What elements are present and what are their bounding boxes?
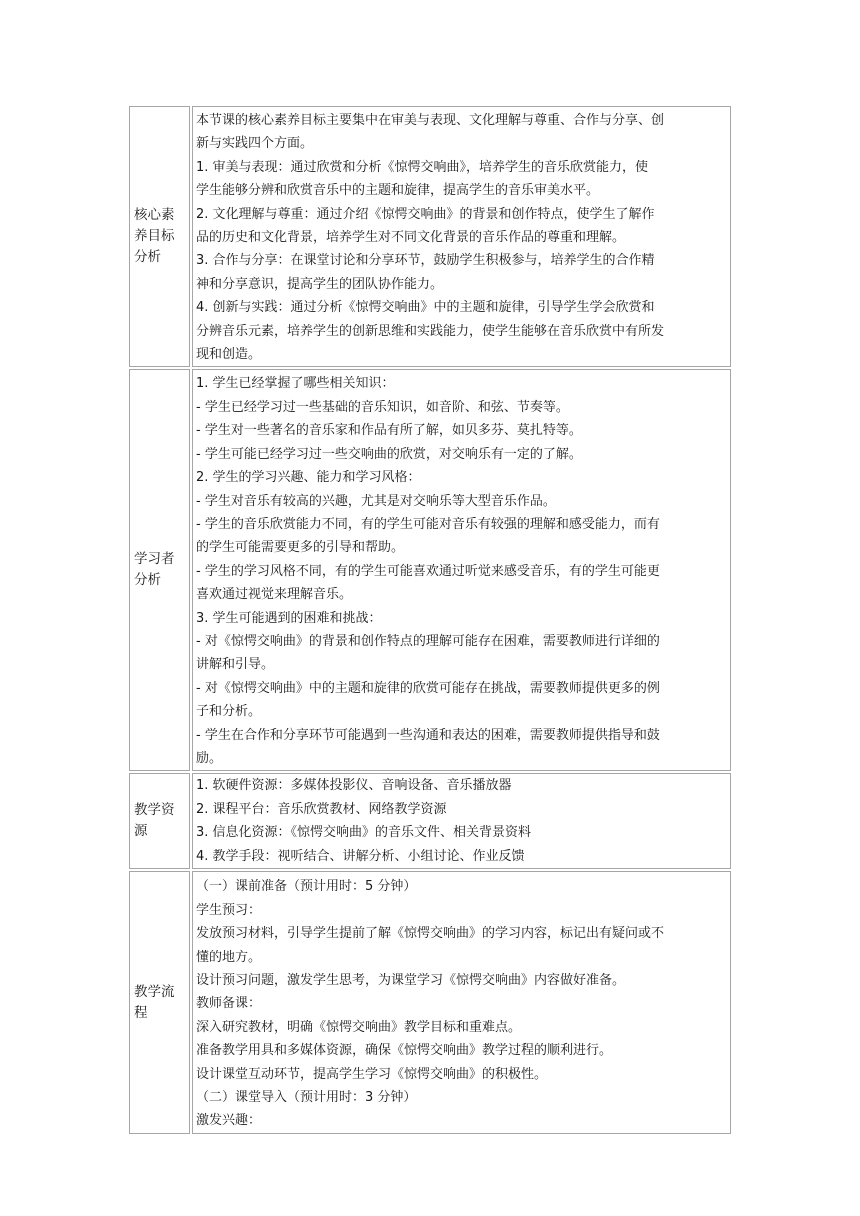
row-label-line: 养目标 (134, 228, 175, 245)
content-line: 3. 信息化资源：《惊愕交响曲》的音乐文件、相关背景资料 (196, 825, 532, 841)
content-line: 深入研究教材，明确《惊愕交响曲》教学目标和重难点。 (196, 1019, 522, 1035)
content-line: 懂的地方。 (196, 949, 262, 965)
content-line: 喜欢通过视觉来理解音乐。 (196, 587, 353, 603)
content-line: - 学生对音乐有较高的兴趣，尤其是对交响乐等大型音乐作品。 (196, 493, 556, 509)
row-label-line: 源 (134, 823, 148, 840)
content-line: 2. 学生的学习兴趣、能力和学习风格： (196, 470, 421, 486)
content-line: - 学生可能已经学习过一些交响曲的欣赏，对交响乐有一定的了解。 (196, 446, 582, 462)
content-line: 励。 (196, 750, 223, 766)
content-line: 1. 软硬件资源：多媒体投影仪、音响设备、音乐播放器 (196, 778, 512, 794)
row-label-line: 分析 (134, 249, 161, 266)
content-line: - 学生的学习风格不同，有的学生可能喜欢通过听觉来感受音乐，有的学生可能更 (196, 563, 660, 579)
content-line: 发放预习材料，引导学生提前了解《惊愕交响曲》的学习内容，标记出有疑问或不 (196, 926, 665, 942)
row-content-learner-analysis (192, 369, 731, 771)
content-line: 本节课的核心素养目标主要集中在审美与表现、文化理解与尊重、合作与分享、创 (196, 113, 665, 128)
content-line: 新与实践四个方面。 (196, 136, 314, 152)
content-line: 1. 审美与表现：通过欣赏和分析《惊愕交响曲》，培养学生的音乐欣赏能力，使 (196, 159, 649, 175)
content-line: 3. 合作与分享：在课堂讨论和分享环节，鼓励学生积极参与，培养学生的合作精 (196, 253, 655, 269)
row-label-line: 分析 (134, 572, 161, 589)
content-line: 准备教学用具和多媒体资源，确保《惊愕交响曲》教学过程的顺利进行。 (196, 1043, 613, 1059)
row-content-teaching-process (192, 871, 731, 1133)
content-line: 4. 创新与实践：通过分析《惊愕交响曲》中的主题和旋律，引导学生学会欣赏和 (196, 300, 655, 316)
content-line: - 学生已经学习过一些基础的音乐知识，如音阶、和弦、节奏等。 (196, 399, 569, 415)
content-line: （二）课堂导入（预计用时：3 分钟） (196, 1090, 417, 1106)
row-label-line: 学习者 (134, 551, 175, 568)
table-body (129, 106, 731, 1134)
content-line: 的学生可能需要更多的引导和帮助。 (196, 540, 405, 556)
lesson-plan-table (127, 104, 733, 1136)
content-line: - 学生对一些著名的音乐家和作品有所了解，如贝多芬、莫扎特等。 (196, 423, 582, 439)
content-line: 激发兴趣： (196, 1113, 262, 1129)
content-line: 设计预习问题，激发学生思考，为课堂学习《惊愕交响曲》内容做好准备。 (196, 973, 626, 988)
table-row (129, 871, 731, 1133)
content-line: 品的历史和文化背景，培养学生对不同文化背景的音乐作品的尊重和理解。 (196, 230, 626, 246)
content-line: （一）课前准备（预计用时：5 分钟） (196, 879, 417, 895)
row-content-teaching-resources (192, 773, 731, 869)
table-row (129, 106, 731, 367)
row-label-teaching-resources (129, 773, 190, 869)
table-row (129, 369, 731, 771)
content-line: - 对《惊愕交响曲》中的主题和旋律的欣赏可能存在挑战，需要教师提供更多的例 (196, 680, 660, 696)
row-label-line: 核心素 (134, 207, 175, 224)
content-line: 学生能够分辨和欣赏音乐中的主题和旋律，提高学生的音乐审美水平。 (196, 183, 600, 199)
content-line: 讲解和引导。 (196, 657, 275, 673)
content-line: - 学生的音乐欣赏能力不同，有的学生可能对音乐有较强的理解和感受能力，而有 (196, 516, 660, 532)
content-line: 1. 学生已经掌握了哪些相关知识： (196, 376, 395, 392)
content-line: 设计课堂互动环节，提高学生学习《惊愕交响曲》的积极性。 (196, 1066, 548, 1082)
content-line: - 对《惊愕交响曲》的背景和创作特点的理解可能存在困难，需要教师进行详细的 (196, 633, 660, 649)
content-line: 4. 教学手段：视听结合、讲解分析、小组讨论、作业反馈 (196, 848, 525, 864)
row-label-learner-analysis (129, 369, 190, 771)
content-line: 子和分析。 (196, 704, 262, 720)
content-line: 神和分享意识，提高学生的团队协作能力。 (196, 276, 444, 292)
content-line: 2. 课程平台：音乐欣赏教材、网络教学资源 (196, 801, 447, 817)
row-label-teaching-process (129, 871, 190, 1133)
row-label-line: 教学流 (134, 983, 175, 1000)
row-content-core-literacy (192, 106, 731, 367)
content-line: 学生预习： (196, 902, 262, 918)
content-line: 2. 文化理解与尊重：通过介绍《惊愕交响曲》的背景和创作特点，使学生了解作 (196, 206, 655, 222)
content-line: 教师备课： (196, 996, 262, 1012)
content-line: 3. 学生可能遇到的困难和挑战： (196, 610, 382, 626)
content-line: 分辨音乐元素，培养学生的创新思维和实践能力，使学生能够在音乐欣赏中有所发 (196, 323, 665, 339)
content-line: - 学生在合作和分享环节可能遇到一些沟通和表达的困难，需要教师提供指导和鼓 (196, 727, 660, 743)
table-row (129, 773, 731, 869)
row-label-line: 程 (134, 1004, 148, 1021)
row-label-line: 教学资 (134, 802, 175, 819)
row-label-core-literacy (129, 106, 190, 367)
content-line: 现和创造。 (196, 347, 262, 363)
